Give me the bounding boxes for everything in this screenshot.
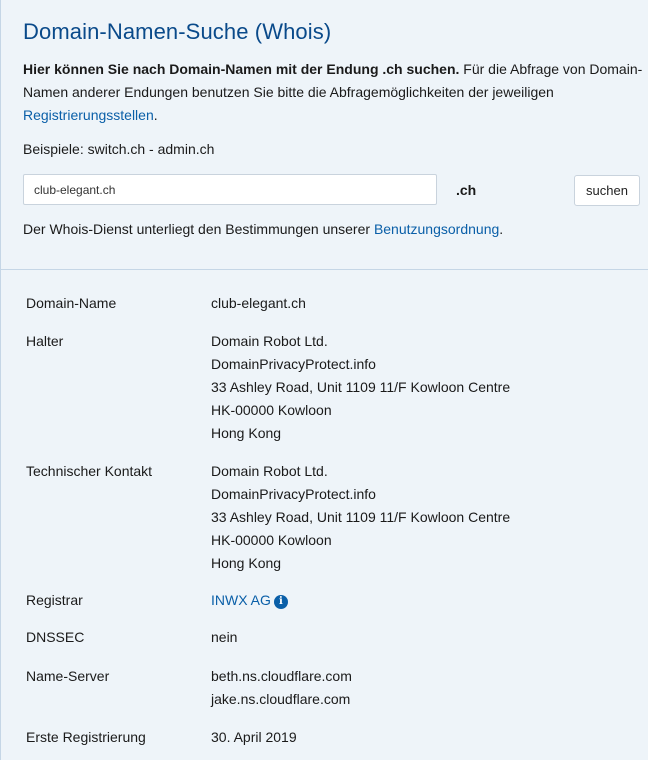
terms-link[interactable]: Benutzungsordnung — [373, 221, 500, 237]
holder-label: Halter — [26, 333, 64, 349]
tech-contact-label: Technischer Kontakt — [26, 463, 153, 479]
holder-line: 33 Ashley Road, Unit 1109 11/F Kowloon Centre — [211, 379, 511, 395]
tech-line: 33 Ashley Road, Unit 1109 11/F Kowloon Centre — [211, 509, 511, 525]
holder-value — [211, 330, 510, 445]
examples-text: Beispiele: switch.ch - admin.ch — [23, 141, 215, 157]
holder-line: Domain Robot Ltd. — [211, 333, 328, 349]
dnssec-label: DNSSEC — [26, 629, 85, 645]
registrar-link[interactable]: INWX AG — [211, 592, 271, 608]
page-title: Domain-Namen-Suche (Whois) — [23, 19, 332, 44]
whois-results — [1, 270, 648, 760]
terms-text — [23, 221, 503, 237]
name-server-line: beth.ns.cloudflare.com — [211, 668, 352, 684]
first-registration-value: 30. April 2019 — [211, 729, 297, 745]
registrar-value — [211, 589, 288, 612]
holder-line: HK-00000 Kowloon — [211, 402, 332, 418]
registries-link[interactable]: Registrierungsstellen — [23, 107, 154, 123]
tech-line: Domain Robot Ltd. — [211, 463, 328, 479]
name-server-value — [211, 665, 352, 711]
domain-name-value: club-elegant.ch — [211, 295, 306, 311]
domain-name-label: Domain-Name — [26, 295, 117, 311]
name-server-line: jake.ns.cloudflare.com — [211, 691, 351, 707]
holder-line: DomainPrivacyProtect.info — [211, 356, 376, 372]
intro-body: Für die Abfrage von Domain-Namen anderer Endungen benutzen Sie bitte die Abfragemöglichkeiten der jeweiligen — [23, 61, 643, 100]
tech-contact-value — [211, 460, 510, 575]
tech-line: Hong Kong — [211, 555, 282, 571]
first-registration-label: Erste Registrierung — [26, 729, 146, 745]
domain-search-input[interactable] — [23, 174, 437, 205]
terms-end: . — [499, 221, 504, 237]
name-server-label: Name-Server — [26, 668, 110, 684]
info-icon[interactable]: i — [274, 595, 288, 609]
dnssec-value: nein — [211, 629, 238, 645]
holder-line: Hong Kong — [211, 425, 282, 441]
intro-text — [23, 58, 643, 127]
tech-line: HK-00000 Kowloon — [211, 532, 332, 548]
search-button[interactable]: suchen — [574, 175, 640, 206]
tech-line: DomainPrivacyProtect.info — [211, 486, 376, 502]
tld-suffix: .ch — [456, 182, 477, 198]
registrar-label: Registrar — [26, 592, 83, 608]
intro-bold: Hier können Sie nach Domain-Namen mit der Endung .ch suchen. — [23, 61, 460, 77]
intro-end: . — [153, 107, 158, 123]
terms-body: Der Whois-Dienst unterliegt den Bestimmungen unserer — [23, 221, 374, 237]
